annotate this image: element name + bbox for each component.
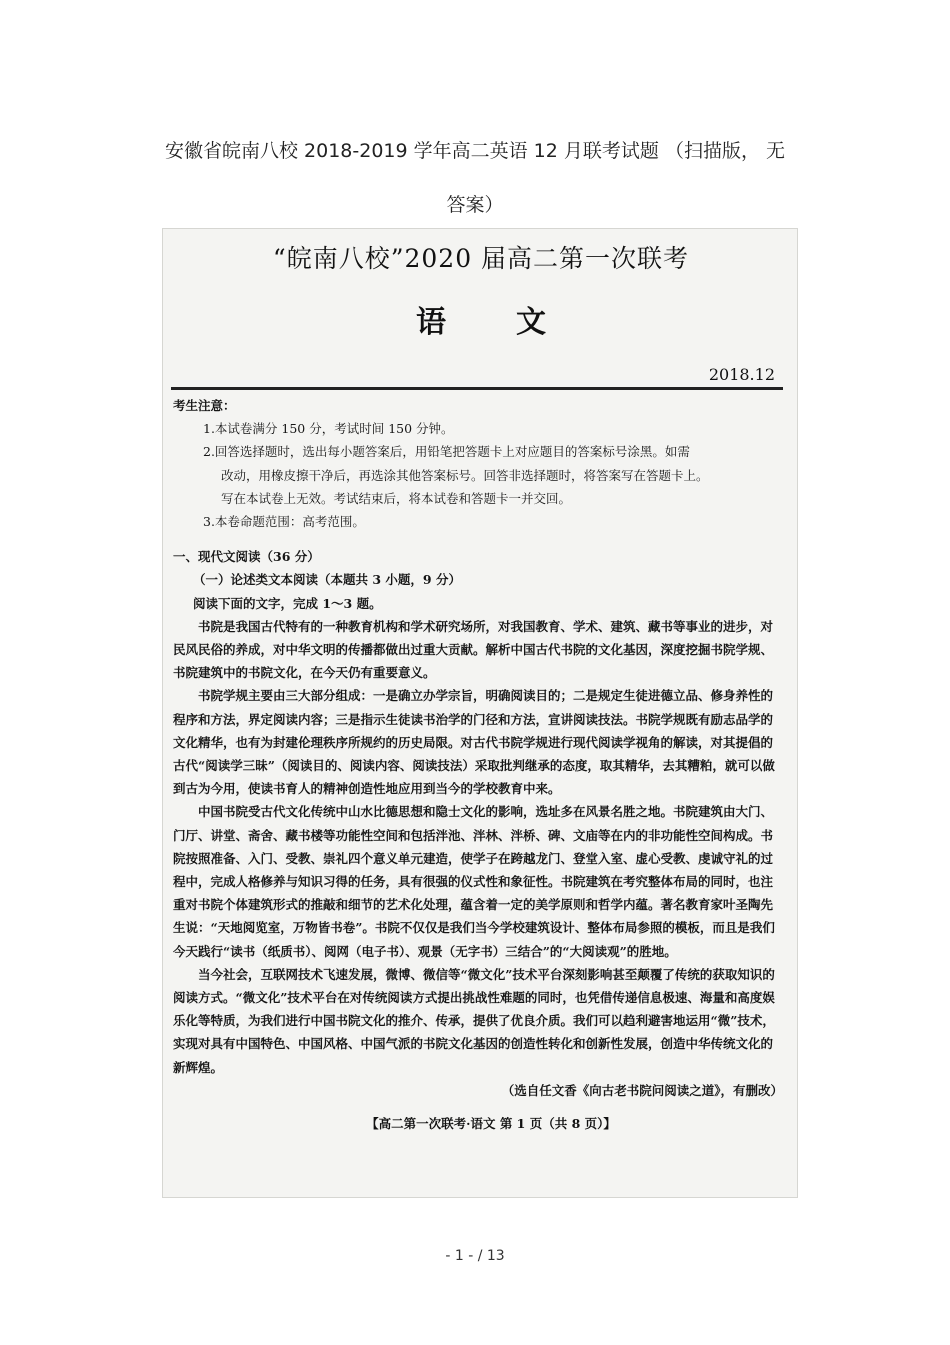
scanned-exam-page	[162, 228, 798, 1198]
section-heading: 一、现代文阅读（36 分）	[173, 549, 320, 565]
exam-date: 2018.12	[708, 365, 775, 384]
notice-item: 1.本试卷满分 150 分，考试时间 150 分钟。	[203, 421, 454, 437]
notice-item: 2.回答选择题时，选出每小题答案后，用铅笔把答题卡上对应题目的答案标号涂黑。如需	[203, 444, 690, 460]
document-title-line2: 答案）	[446, 194, 504, 216]
exam-subject: 语文	[416, 305, 616, 340]
passage-paragraph: 书院学规主要由三大部分组成：一是确立办学宗旨，明确阅读目的；二是规定生徒进德立品、修身养性的程序和方法，界定阅读内容；三是指示生徒读书治学的门径和方法，宣讲阅读技法。书院学规既有励志品学的文化精华，也有为封建伦理秩序所规约的历史局限。对古代书院学规进行现代阅读学视角的解读，对其提倡的古代“阅读学三昧”（阅读目的、阅读内容、阅读技法）采取批判继承的态度，取其精华，去其糟粕，就可以做到古为今用，使读书育人的精神创造性地应用到当今的学校教育中来。	[173, 688, 775, 797]
notice-item: 写在本试卷上无效。考试结束后，将本试卷和答题卡一并交回。	[221, 490, 572, 506]
notice-item: 改动，用橡皮擦干净后，再选涂其他答案标号。回答非选择题时，将答案写在答题卡上。	[221, 467, 709, 483]
notice-item: 3.本卷命题范围：高考范围。	[203, 514, 365, 530]
notice-heading: 考生注意：	[173, 398, 236, 413]
document-title-line1: 安徽省皖南八校 2018-2019 学年高二英语 12 月联考试题 （扫描版， 无	[165, 140, 785, 162]
exam-title: “皖南八校”2020 届高二第一次联考	[272, 244, 690, 273]
exam-body	[173, 394, 783, 1132]
document-title	[0, 124, 950, 232]
header-rule	[171, 387, 783, 390]
passage-paragraph: 中国书院受古代文化传统中山水比德思想和隐士文化的影响，选址多在风景名胜之地。书院建筑由大门、门厅、讲堂、斋舍、藏书楼等功能性空间和包括泮池、泮林、泮桥、碑、文庙等在内的非功能性空间构成。书院按照准备、入门、受教、崇礼四个意义单元建造，使学子在跨越龙门、登堂入室、虚心受教、虔诚守礼的过程中，完成人格修养与知识习得的任务，具有很强的仪式性和象征性。书院建筑在考究整体布局的同时，也注重对书院个体建筑形式的推敲和细节的艺术化处理，蕴含着一定的美学原则和哲学内蕴。著名教育家叶圣陶先生说：“天地阅览室，万物皆书卷”。书院不仅仅是我们当今学校建筑设计、整体布局参照的模板，而且是我们今天践行“读书（纸质书）、阅网（电子书）、观景（无字书）三结合”的“大阅读观”的胜地。	[173, 804, 775, 959]
passage-paragraph: 当今社会，互联网技术飞速发展，微博、微信等“微文化”技术平台深刻影响甚至颠覆了传统的获取知识的阅读方式。“微文化”技术平台在对传统阅读方式提出挑战性难题的同时，也凭借传递信息极速、海量和高度娱乐化等特质，为我们进行中国书院文化的推介、传承，提供了优良介质。我们可以趋利避害地运用“微”技术，实现对具有中国特色、中国风格、中国气派的书院文化基因的创造性转化和创新性发展，创造中华传统文化的新辉煌。	[173, 966, 775, 1075]
passage-source: （选自任文香《向古老书院问阅读之道》，有删改）	[501, 1082, 783, 1098]
reading-instruction: 阅读下面的文字，完成 1～3 题。	[193, 595, 382, 611]
passage-paragraph: 书院是我国古代特有的一种教育机构和学术研究场所，对我国教育、学术、建筑、藏书等事业的进步，对民风民俗的养成，对中华文明的传播都做出过重大贡献。解析中国古代书院的文化基因，深度挖掘书院学规、书院建筑中的书院文化，在今天仍有重要意义。	[173, 618, 774, 681]
section-subheading: （一）论述类文本阅读（本题共 3 小题，9 分）	[193, 572, 461, 588]
page-number: - 1 - / 13	[445, 1248, 505, 1264]
exam-page-footer: 【高二第一次联考·语文 第 1 页（共 8 页）】	[366, 1116, 616, 1132]
